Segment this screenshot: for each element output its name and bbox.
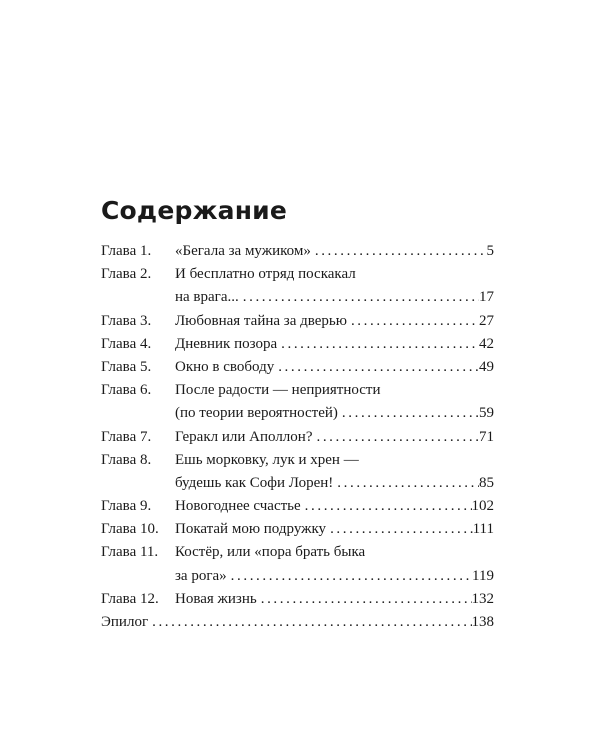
chapter-title: И бесплатно отряд поскакал: [175, 266, 356, 283]
chapter-title-continuation: на врага...: [175, 289, 239, 306]
page-number: 5: [486, 243, 494, 259]
page-number: 138: [471, 614, 494, 630]
dot-leader: [301, 495, 472, 518]
toc-entry-continuation: [101, 402, 494, 425]
chapter-label: Глава 1.: [101, 243, 152, 259]
chapter-label: Глава 4.: [101, 335, 152, 352]
page-number: 59: [479, 405, 494, 422]
toc-entry-continuation: [101, 472, 494, 495]
page-number: 132: [471, 590, 494, 607]
dot-leader: [277, 333, 479, 356]
chapter-title: Любовная тайна за дверью: [175, 312, 347, 329]
chapter-title: Костёр, или «пора брать быка: [175, 544, 366, 561]
toc-entry: [101, 356, 494, 379]
toc-entry-continuation: [101, 286, 494, 309]
chapter-label: Глава 5.: [101, 358, 152, 375]
chapter-label: Глава 12.: [101, 590, 159, 607]
chapter-title: Ешь морковку, лук и хрен —: [175, 451, 359, 468]
toc-entry: [101, 518, 494, 541]
page-number: 85: [479, 474, 494, 491]
chapter-title-continuation: за рога»: [175, 567, 227, 584]
toc-entry: [101, 263, 494, 286]
page-number: 49: [479, 358, 494, 375]
toc-entry: [101, 588, 494, 611]
chapter-label: Глава 2.: [101, 266, 152, 283]
toc-entry: [101, 426, 494, 449]
toc-entry: [101, 310, 494, 333]
chapter-label: Глава 11.: [101, 544, 159, 561]
chapter-label: Глава 9.: [101, 498, 152, 515]
toc-entry: [101, 449, 494, 472]
dot-leader: [148, 611, 471, 634]
toc-entry: [101, 541, 494, 564]
dot-leader: [338, 402, 479, 425]
toc-entry: [101, 379, 494, 402]
toc-entry-epilog: [101, 611, 494, 634]
dot-leader: [326, 518, 473, 541]
chapter-title: Новая жизнь: [175, 590, 257, 607]
dot-leader: [347, 310, 479, 333]
epilog-label: Эпилог: [101, 614, 149, 630]
chapter-title-continuation: (по теории вероятностей): [175, 405, 338, 422]
dot-leader: [274, 356, 479, 379]
page-number: 42: [479, 335, 494, 352]
chapter-label: Глава 3.: [101, 312, 152, 329]
chapter-label: Глава 8.: [101, 451, 152, 468]
chapter-label: Глава 10.: [101, 521, 159, 538]
chapter-title: Дневник позора: [175, 335, 278, 352]
chapter-title: Покатай мою подружку: [175, 521, 327, 538]
dot-leader: [311, 240, 487, 263]
dot-leader: [333, 472, 479, 495]
dot-leader: [312, 426, 479, 449]
dot-leader: [257, 588, 472, 611]
toc-entry: [101, 333, 494, 356]
chapter-title: После радости — неприятности: [175, 382, 381, 399]
chapter-title-continuation: будешь как Софи Лорен!: [175, 474, 334, 491]
page-number: 17: [479, 289, 494, 306]
chapter-title: Новогоднее счастье: [175, 498, 301, 515]
chapter-title: Геракл или Аполлон?: [175, 428, 313, 445]
page-number: 111: [472, 521, 494, 538]
toc-entry-continuation: [101, 565, 494, 588]
page-number: 27: [479, 312, 494, 329]
chapter-title: Окно в свободу: [175, 358, 275, 375]
chapter-title: «Бегала за мужиком»: [175, 243, 311, 259]
page-title: Содержание: [101, 196, 288, 225]
dot-leader: [239, 286, 479, 309]
toc-entry: [101, 495, 494, 518]
page-number: 119: [472, 567, 494, 584]
page-number: 102: [471, 498, 494, 515]
chapter-label: Глава 6.: [101, 382, 152, 399]
toc-entry: [101, 240, 494, 263]
page-number: 71: [479, 428, 494, 445]
chapter-label: Глава 7.: [101, 428, 152, 445]
dot-leader: [227, 565, 472, 588]
table-of-contents: [101, 240, 494, 634]
